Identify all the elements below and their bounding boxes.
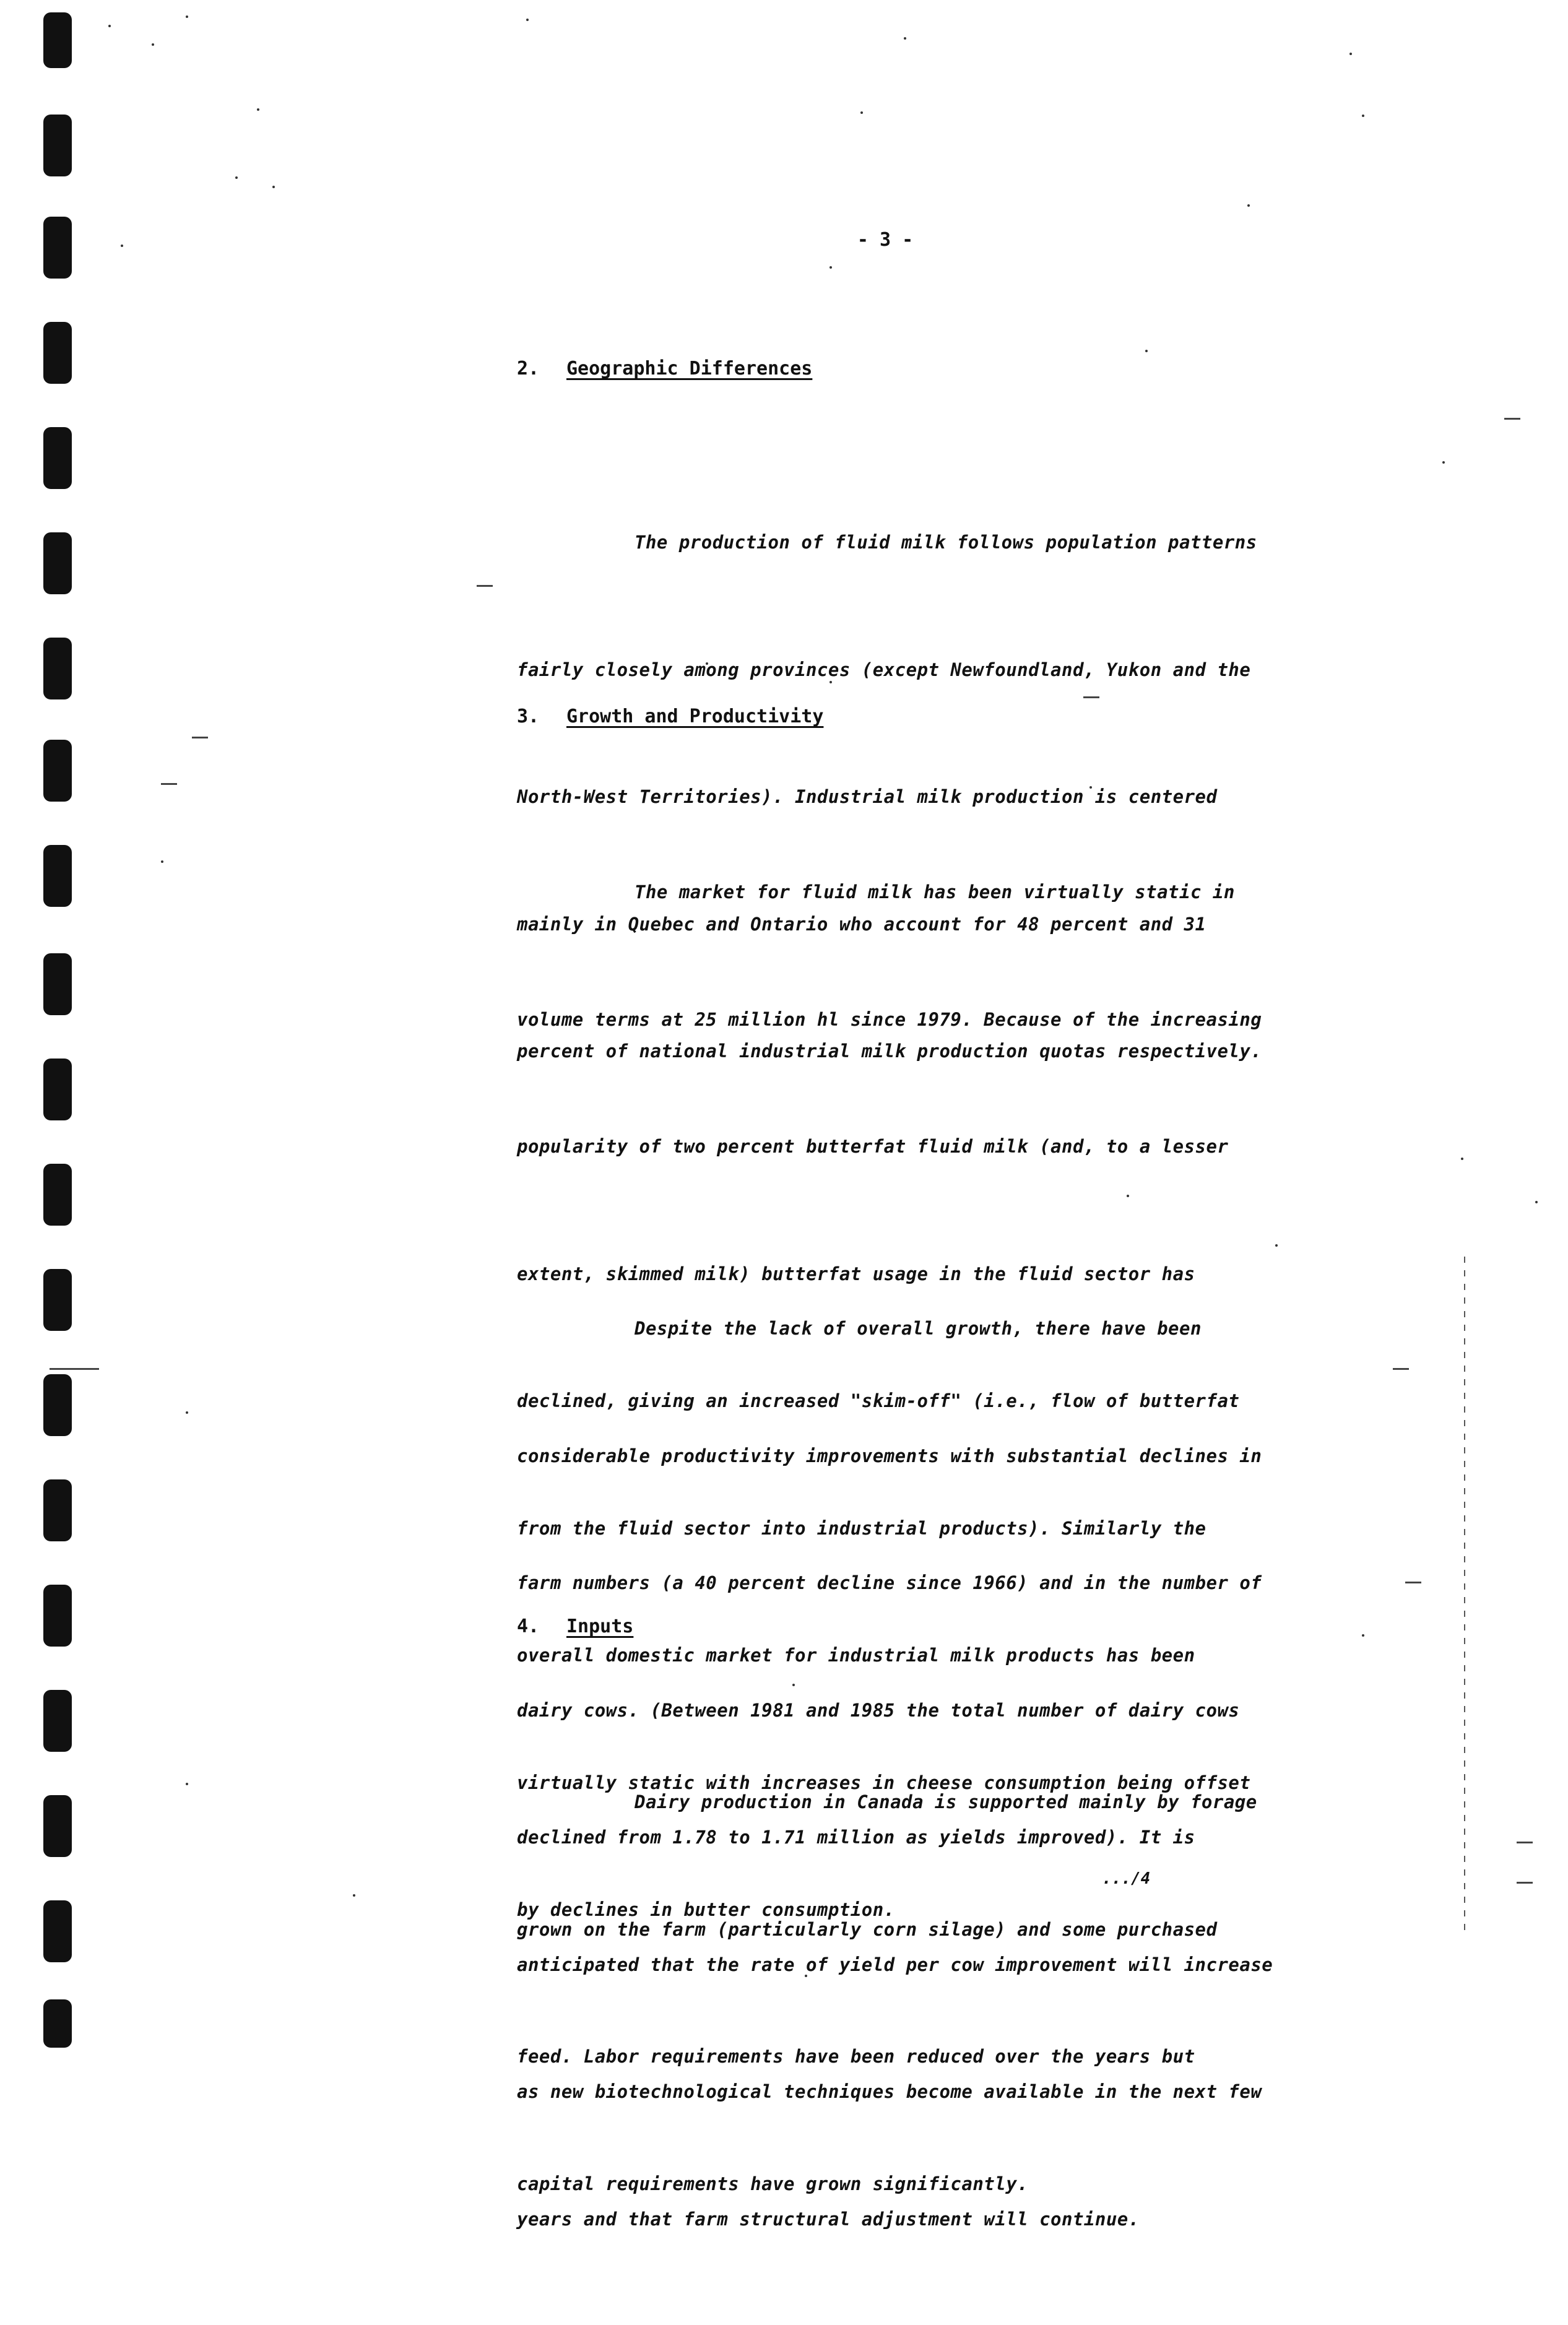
punch-mark (43, 1900, 72, 1962)
scan-speck (1247, 204, 1250, 207)
punch-mark (43, 740, 72, 802)
paragraph-line: from the fluid sector into industrial products). Similarly the (517, 1517, 1206, 1539)
punch-mark (43, 427, 72, 489)
section-title: Inputs (566, 1616, 634, 1637)
scan-speck (904, 37, 906, 40)
section-4-paragraph-1 (517, 1696, 1278, 2290)
scan-edge-line (1464, 1257, 1465, 1938)
paragraph-line: popularity of two percent butterfat fluid milk (and, to a lesser (517, 1136, 1229, 1157)
scan-speck (860, 111, 863, 114)
scan-speck (121, 245, 123, 247)
punch-mark (43, 953, 72, 1015)
punch-mark (43, 1059, 72, 1120)
scan-speck (1362, 115, 1364, 117)
punch-mark (43, 322, 72, 384)
paragraph-line: volume terms at 25 million hl since 1979. Because of the increasing (517, 1008, 1262, 1030)
punch-mark (43, 1479, 72, 1541)
punch-mark (43, 1585, 72, 1647)
punch-mark (43, 217, 72, 279)
scan-dash (1517, 1842, 1533, 1843)
paragraph-line: Despite the lack of overall growth, there have been (635, 1318, 1202, 1339)
scan-speck (353, 1894, 355, 1897)
paragraph-line: considerable productivity improvements with substantial declines in (517, 1445, 1262, 1466)
paragraph-line: The production of fluid milk follows population patterns (635, 532, 1257, 553)
paragraph-line: overall domestic market for industrial milk products has been (517, 1645, 1195, 1666)
paragraph-line: declined from 1.78 to 1.71 million as yields improved). It is (517, 1827, 1195, 1848)
section-number: 2. (517, 358, 540, 379)
scan-dash (1517, 1882, 1533, 1884)
continuation-marker: .../4 (1102, 1869, 1151, 1888)
punch-mark (43, 1269, 72, 1331)
scan-speck (161, 860, 163, 863)
section-title: Growth and Productivity (566, 706, 824, 727)
scan-speck (186, 1411, 188, 1414)
scan-speck (186, 1783, 188, 1785)
section-heading-3 (517, 706, 823, 727)
paragraph-line: virtually static with increases in cheese consumption being offset (517, 1772, 1251, 1793)
scan-speck (829, 266, 832, 269)
paragraph-line: fairly closely among provinces (except Newfoundland, Yukon and the (517, 659, 1251, 680)
paragraph-line: Dairy production in Canada is supported mainly by forage (635, 1791, 1257, 1812)
paragraph-line: percent of national industrial milk production quotas respectively. (517, 1041, 1262, 1062)
scan-speck (108, 25, 111, 27)
section-heading-2 (517, 358, 812, 379)
scan-speck (1461, 1158, 1463, 1160)
paragraph-line: feed. Labor requirements have been reduced over the years but (517, 2046, 1195, 2067)
paragraph-line: North-West Territories). Industrial milk production is centered (517, 786, 1218, 807)
scan-speck (526, 19, 529, 21)
scan-dash (50, 1368, 99, 1370)
punch-mark (43, 1795, 72, 1857)
paragraph-line: declined, giving an increased "skim-off" (i.e., flow of butterfat (517, 1390, 1240, 1411)
scan-speck (272, 186, 275, 188)
scan-speck (1535, 1201, 1538, 1203)
punch-mark (43, 115, 72, 176)
paragraph-line: anticipated that the rate of yield per cow improvement will increase (517, 1954, 1273, 1975)
punch-mark (43, 845, 72, 907)
scan-speck (1349, 53, 1352, 55)
punch-mark (43, 1374, 72, 1436)
punch-mark (43, 1690, 72, 1752)
scan-speck (152, 43, 154, 46)
scan-speck (1145, 350, 1148, 352)
scan-dash (477, 585, 493, 587)
paragraph-line: extent, skimmed milk) butterfat usage in the fluid sector has (517, 1263, 1195, 1284)
punch-mark (43, 638, 72, 699)
section-number: 4. (517, 1616, 540, 1637)
scan-speck (257, 108, 259, 111)
paragraph-line: farm numbers (a 40 percent decline since 1966) and in the number of (517, 1572, 1262, 1593)
scan-dash (1405, 1582, 1421, 1583)
page-number: - 3 - (857, 229, 914, 251)
scan-dash (192, 737, 208, 738)
punch-mark (43, 1999, 72, 2048)
section-heading-4 (517, 1616, 633, 1637)
scan-dash (161, 783, 177, 785)
paragraph-line: years and that farm structural adjustment will continue. (517, 2208, 1140, 2230)
paragraph-line: mainly in Quebec and Ontario who account for 48 percent and 31 (517, 913, 1206, 935)
scan-dash (1393, 1368, 1409, 1370)
paragraph-line: The market for fluid milk has been virtually static in (635, 881, 1235, 903)
scan-speck (235, 176, 238, 179)
punch-mark (43, 1164, 72, 1226)
scan-speck (1362, 1634, 1364, 1637)
paragraph-line: grown on the farm (particularly corn silage) and some purchased (517, 1918, 1218, 1940)
paragraph-line: as new biotechnological techniques become available in the next few (517, 2081, 1262, 2102)
paragraph-line: dairy cows. (Between 1981 and 1985 the total number of dairy cows (517, 1699, 1240, 1721)
scan-dash (1504, 418, 1520, 420)
punch-mark (43, 532, 72, 594)
scan-speck (186, 15, 188, 18)
punch-mark (43, 12, 72, 68)
paragraph-line: capital requirements have grown significantly. (517, 2173, 1029, 2194)
scan-speck (1442, 461, 1445, 464)
section-number: 3. (517, 706, 540, 727)
section-title: Geographic Differences (566, 358, 813, 379)
paragraph-line: by declines in butter consumption. (517, 1899, 895, 1920)
